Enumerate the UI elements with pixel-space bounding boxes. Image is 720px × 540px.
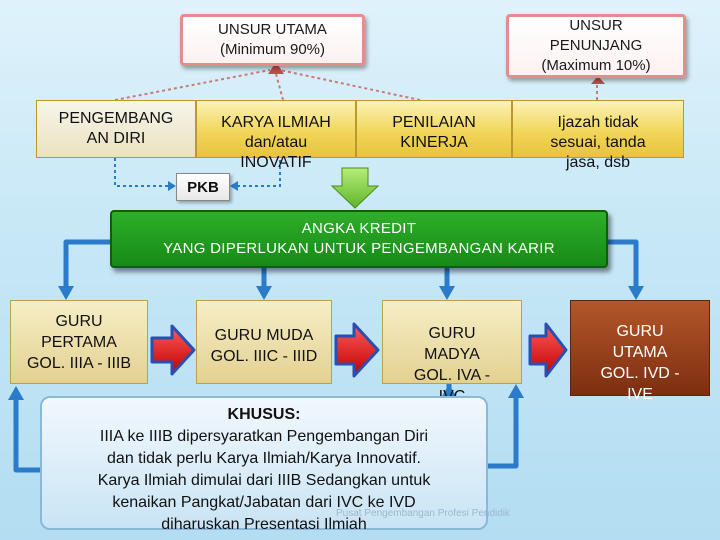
angka-kredit-box [110,210,608,268]
angka-kredit-line-1: ANGKA KREDIT [301,220,417,237]
arrow-to-pertama [58,286,74,300]
unsur-penunjang-title-2: PENUNJANG [549,37,643,54]
unsur-utama-title: UNSUR UTAMA [218,21,327,38]
unsur-penunjang-title-1: UNSUR [569,17,623,34]
arrow-up-pertama [8,386,24,400]
arrow-to-muda [256,286,272,300]
arrow-to-utama [628,286,644,300]
pkb-bracket-right-arrowhead [230,181,238,191]
madya-line-3: GOL. IVA - [413,367,491,384]
khusus-line-3: Karya Ilmiah dimulai dari IIIB Sedangkan untuk [97,472,431,489]
khusus-title: KHUSUS: [227,406,301,423]
guru-utama-box [570,300,710,403]
unsur-penunjang-percent: (Maximum 10%) [541,57,651,74]
pkb-label: PKB [187,178,219,196]
red-arrow-2 [336,324,378,376]
karya-line-1: KARYA ILMIAH [221,114,331,131]
arrow-to-madya [439,286,455,300]
pengembangan-line-2: AN DIRI [86,130,146,147]
red-arrow-3 [530,324,566,376]
pengembangan-line-1: PENGEMBANG [58,110,174,127]
khusus-line-5: diharuskan Presentasi Ilmiah [161,516,367,533]
pertama-line-1: GURU [55,312,103,330]
ijazah-line-1: Ijazah tidak [557,114,639,131]
angka-kredit-line-2: YANG DIPERLUKAN UNTUK PENGEMBANGAN KARIR [163,240,555,257]
utama-line-1: GURU [616,323,664,340]
penilaian-line-1: PENILAIAN [392,114,476,131]
red-arrow-1 [152,326,194,374]
ijazah-line-3: jasa, dsb [565,154,631,171]
guru-muda-box [196,300,332,384]
pertama-line-2: PERTAMA [41,333,117,351]
watermark-text: Pusat Pengembangan Profesi Pendidik [336,508,511,519]
guru-madya-box [382,300,522,384]
ijazah-box [512,100,684,171]
arrow-up-madya-right [508,384,524,398]
utama-line-3: GOL. IVD - [600,365,680,382]
utama-line-2: UTAMA [612,344,668,361]
pkb-bracket-left-arrowhead [168,181,176,191]
muda-line-2: GOL. IIIC - IIID [210,348,318,365]
green-down-arrow [332,168,378,208]
ijazah-line-2: sesuai, tanda [550,134,646,151]
karya-line-3: INOVATIF [240,154,312,171]
pkb-box [176,173,230,201]
unsur-penunjang-box [506,14,686,78]
khusus-line-2: dan tidak perlu Karya Ilmiah/Karya Innovatif. [107,450,421,467]
karya-line-2: dan/atau [244,134,308,151]
penilaian-kinerja-box [356,100,512,158]
unsur-utama-box [180,14,365,66]
pertama-line-3: GOL. IIIA - IIIB [26,354,132,372]
muda-line-1: GURU MUDA [214,327,314,344]
karya-ilmiah-box [196,100,356,171]
guru-pertama-box [10,300,148,384]
utama-line-4: IVE [627,386,653,403]
unsur-utama-percent: (Minimum 90%) [219,41,325,58]
khusus-line-4: kenaikan Pangkat/Jabatan dari IVC ke IVD [112,494,416,511]
khusus-line-1: IIIA ke IIIB dipersyaratkan Pengembangan Diri [99,428,429,445]
madya-line-2: MADYA [424,346,480,363]
penilaian-line-2: KINERJA [400,134,468,151]
pengembangan-diri-box [36,100,196,158]
madya-line-1: GURU [428,325,476,342]
